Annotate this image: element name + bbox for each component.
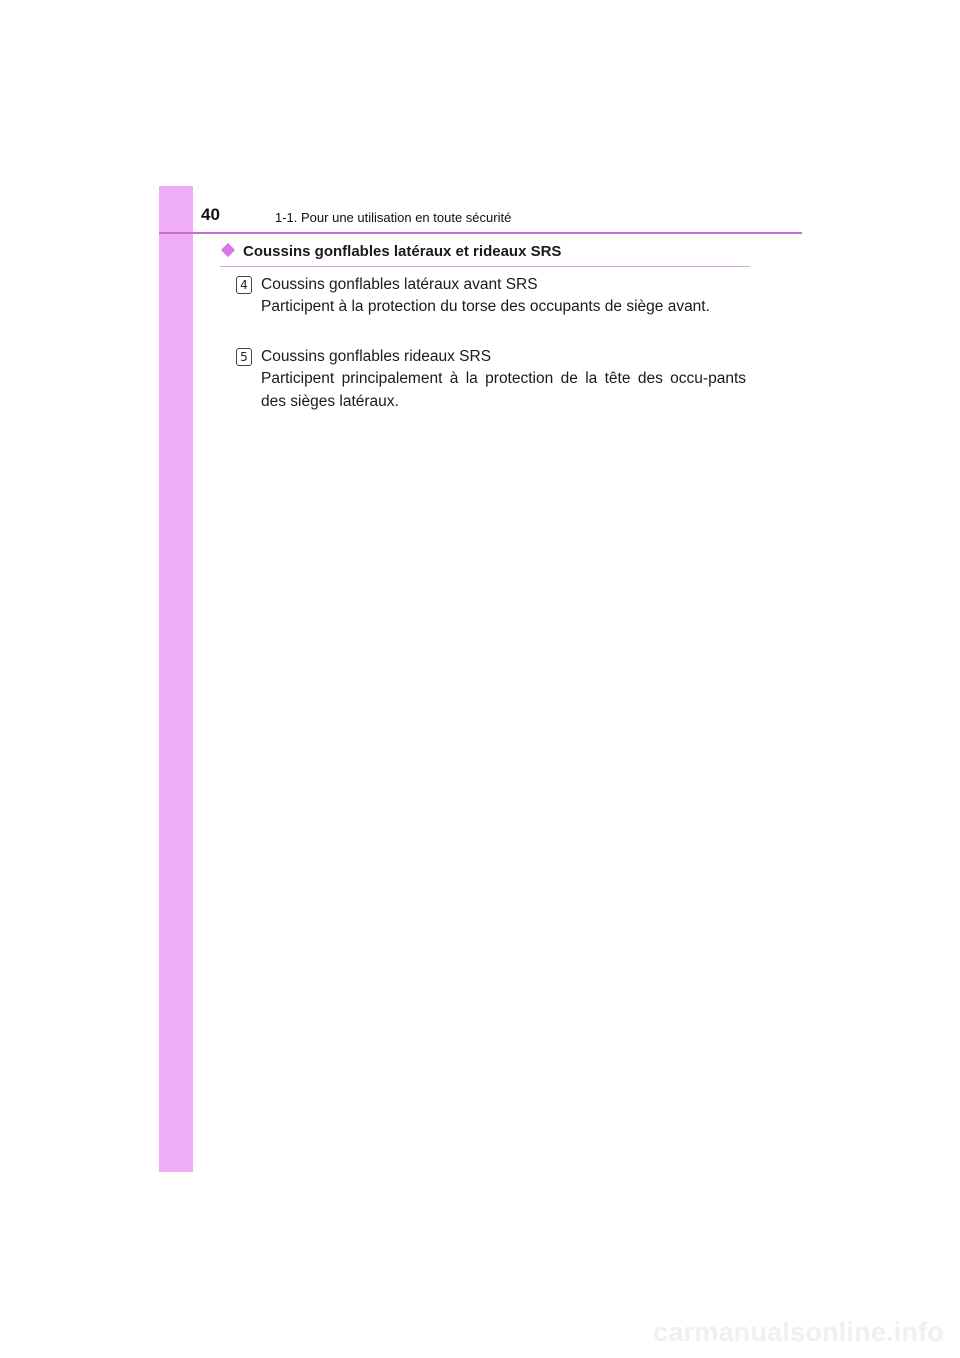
item-title: Coussins gonflables latéraux avant SRS <box>261 276 538 293</box>
item-number-badge: 4 <box>236 276 252 294</box>
item-description: Participent à la protection du torse des occupants de siège avant. <box>261 298 710 315</box>
side-color-band <box>159 186 193 1172</box>
item-number-badge: 5 <box>236 348 252 366</box>
diamond-bullet-icon <box>221 243 235 257</box>
chapter-title: 1-1. Pour une utilisation en toute sécurité <box>275 210 512 225</box>
watermark-text: carmanualsonline.info <box>653 1317 944 1347</box>
page-number: 40 <box>201 205 220 224</box>
item-title: Coussins gonflables rideaux SRS <box>261 348 492 365</box>
item-description: Participent principalement à la protection de la tête des occu-pants des sièges latéraux. <box>261 370 746 410</box>
section-heading-text: Coussins gonflables latéraux et rideaux SRS <box>243 243 562 260</box>
section-heading <box>220 242 750 267</box>
header-divider <box>159 232 802 234</box>
